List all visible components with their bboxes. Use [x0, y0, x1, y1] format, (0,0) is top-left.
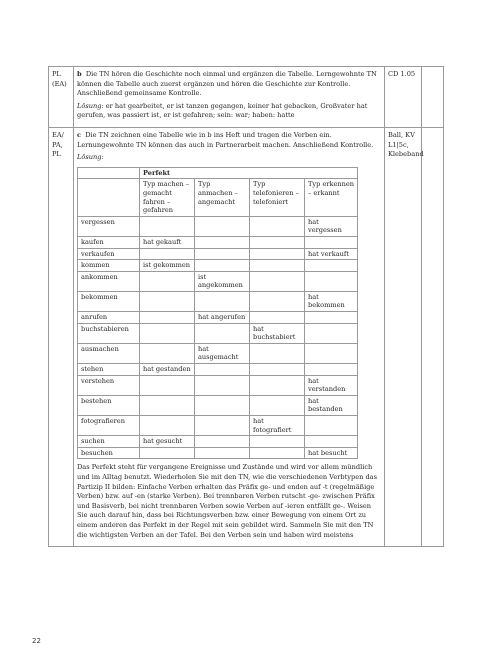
task-letter: b [77, 70, 82, 78]
verb-cell: anrufen [78, 312, 140, 324]
participle-cell [195, 447, 250, 459]
closing-text: Das Perfekt steht für vergangene Ereignisse und Zustände und wird vor allem mündlich und im Alltag benutzt. Wiederholen Sie mit den TN, wie die verschiedenen Verbtypen das Partizip II bilden: Einfache Verben erhalten das Präfix ge- und enden auf -t (regelmäßige Verben) bzw. auf -en (starke Verben). Bei trennbaren Verben rutscht -ge- zwischen Präfix und Basisverb, bei nicht trennbaren Verben sowie Verben auf -ieren entfällt ge-. Weisen Sie auch darauf hin, dass bei Richtungsverben bzw. einer Bewegung von einem Ort zu einem anderen das Perfekt in der Regel mit sein gebildet wird. Sammeln Sie mit den TN die wichtigsten Verben an der Tafel. Bei den Verben sein und haben wird meistens [77, 463, 377, 539]
perfekt-table [77, 167, 358, 460]
table-row [78, 271, 358, 291]
verb-cell: fotografieren [78, 416, 140, 436]
participle-cell [195, 236, 250, 248]
participle-cell [140, 271, 195, 291]
participle-cell: hat verkauft [305, 248, 358, 260]
participle-cell [250, 395, 305, 415]
participle-cell [195, 416, 250, 436]
social-form-cell [49, 67, 74, 128]
participle-cell: hat fotografiert [250, 416, 305, 436]
participle-cell [305, 436, 358, 448]
task-letter: c [77, 130, 82, 139]
social-form-cell [49, 127, 74, 546]
participle-cell [140, 216, 195, 236]
verb-cell: stehen [78, 364, 140, 376]
social-form: PL (EA) [52, 70, 67, 88]
participle-cell [250, 216, 305, 236]
header-cell: Typ erkennen – erkannt [305, 179, 358, 216]
participle-cell: hat gestanden [140, 364, 195, 376]
participle-cell [250, 260, 305, 272]
table-row [78, 364, 358, 376]
verb-cell: suchen [78, 436, 140, 448]
verb-cell: verstehen [78, 375, 140, 395]
participle-cell [305, 271, 358, 291]
participle-cell: hat bestanden [305, 395, 358, 415]
social-form: EA/ PA, PL [52, 130, 64, 159]
header-cell: Typ machen – gemacht fahren – gefahren [140, 179, 195, 216]
solution-label: Lösung: [77, 101, 104, 110]
participle-cell [250, 291, 305, 311]
participle-cell [195, 436, 250, 448]
participle-cell [195, 364, 250, 376]
verb-cell: bestehen [78, 395, 140, 415]
lesson-row-c [49, 127, 444, 546]
participle-cell [250, 236, 305, 248]
participle-cell [250, 343, 305, 363]
participle-cell [195, 248, 250, 260]
participle-cell: ist gekommen [140, 260, 195, 272]
participle-cell [140, 312, 195, 324]
empty-cell [422, 67, 444, 128]
participle-cell [305, 343, 358, 363]
participle-cell [305, 323, 358, 343]
verb-cell: vergessen [78, 216, 140, 236]
table-row [78, 236, 358, 248]
participle-cell [250, 447, 305, 459]
participle-cell [195, 395, 250, 415]
verb-cell: besuchen [78, 447, 140, 459]
participle-cell [305, 312, 358, 324]
verb-cell: ankommen [78, 271, 140, 291]
material-cell [385, 127, 422, 546]
perfekt-title: Perfekt [140, 167, 358, 179]
participle-cell [250, 248, 305, 260]
solution-text: er hat gearbeitet, er ist tanzen gegangen, keiner hat gebacken, Großvater hat gerufen, was passiert ist, er ist gefahren; sein: war; haben: hatte [77, 101, 368, 120]
participle-cell: hat verstanden [305, 375, 358, 395]
participle-cell [305, 416, 358, 436]
lesson-row-b [49, 67, 444, 128]
participle-cell: hat angerufen [195, 312, 250, 324]
table-row [78, 260, 358, 272]
participle-cell: hat besucht [305, 447, 358, 459]
table-row [78, 312, 358, 324]
table-row [78, 323, 358, 343]
verb-cell: bekommen [78, 291, 140, 311]
table-row [78, 343, 358, 363]
participle-cell [140, 248, 195, 260]
participle-cell [140, 343, 195, 363]
verb-cell: kommen [78, 260, 140, 272]
participle-cell [195, 291, 250, 311]
verb-cell: verkaufen [78, 248, 140, 260]
verb-cell: kaufen [78, 236, 140, 248]
participle-cell [250, 312, 305, 324]
participle-cell [305, 260, 358, 272]
participle-cell [250, 375, 305, 395]
participle-cell: hat buchstabiert [250, 323, 305, 343]
table-row [78, 291, 358, 311]
task-cell [74, 127, 385, 546]
table-row [78, 395, 358, 415]
material-cell [385, 67, 422, 128]
solution-label: Lösung: [77, 153, 104, 162]
table-row [78, 375, 358, 395]
table-row [78, 248, 358, 260]
material-text: Ball, KV L1|5c, Klebeband [388, 130, 424, 159]
table-row [78, 436, 358, 448]
participle-cell [250, 364, 305, 376]
verb-cell: ausmachen [78, 343, 140, 363]
header-cell: Typ telefonieren – telefoniert [250, 179, 305, 216]
task-text: Die TN hören die Geschichte noch einmal und ergänzen die Tabelle. Lerngewohnte TN können die Tabelle auch zuerst ergänzen und hören die Geschichte zur Kontrolle. Anschließend gemeinsame Kontrolle. [77, 70, 377, 98]
participle-cell [250, 436, 305, 448]
empty-cell [422, 127, 444, 546]
participle-cell [250, 271, 305, 291]
task-text: Die TN zeichnen eine Tabelle wie in b ins Heft und tragen die Verben ein. Lernungewohnte TN können das auch in Partnerarbeit machen. Anschließend Kontrolle. [77, 130, 374, 149]
participle-cell [195, 323, 250, 343]
participle-cell [195, 375, 250, 395]
table-row [78, 416, 358, 436]
participle-cell: ist angekommen [195, 271, 250, 291]
participle-cell: hat gekauft [140, 236, 195, 248]
participle-cell [140, 395, 195, 415]
participle-cell [305, 364, 358, 376]
participle-cell: hat vergessen [305, 216, 358, 236]
material-text: CD 1.05 [388, 70, 416, 78]
participle-cell [195, 260, 250, 272]
participle-cell [195, 216, 250, 236]
participle-cell [140, 323, 195, 343]
participle-cell [140, 291, 195, 311]
participle-cell [140, 447, 195, 459]
participle-cell: hat gesucht [140, 436, 195, 448]
table-row [78, 447, 358, 459]
participle-cell: hat bekommen [305, 291, 358, 311]
page-number: 22 [32, 637, 41, 645]
lesson-table [48, 66, 444, 547]
task-cell [74, 67, 385, 128]
verb-cell: buchstabieren [78, 323, 140, 343]
participle-cell [140, 375, 195, 395]
participle-cell [140, 416, 195, 436]
perfekt-rows [78, 216, 358, 459]
header-cell: Typ anmachen – angemacht [195, 179, 250, 216]
participle-cell [305, 236, 358, 248]
participle-cell: hat ausgemacht [195, 343, 250, 363]
table-row [78, 216, 358, 236]
